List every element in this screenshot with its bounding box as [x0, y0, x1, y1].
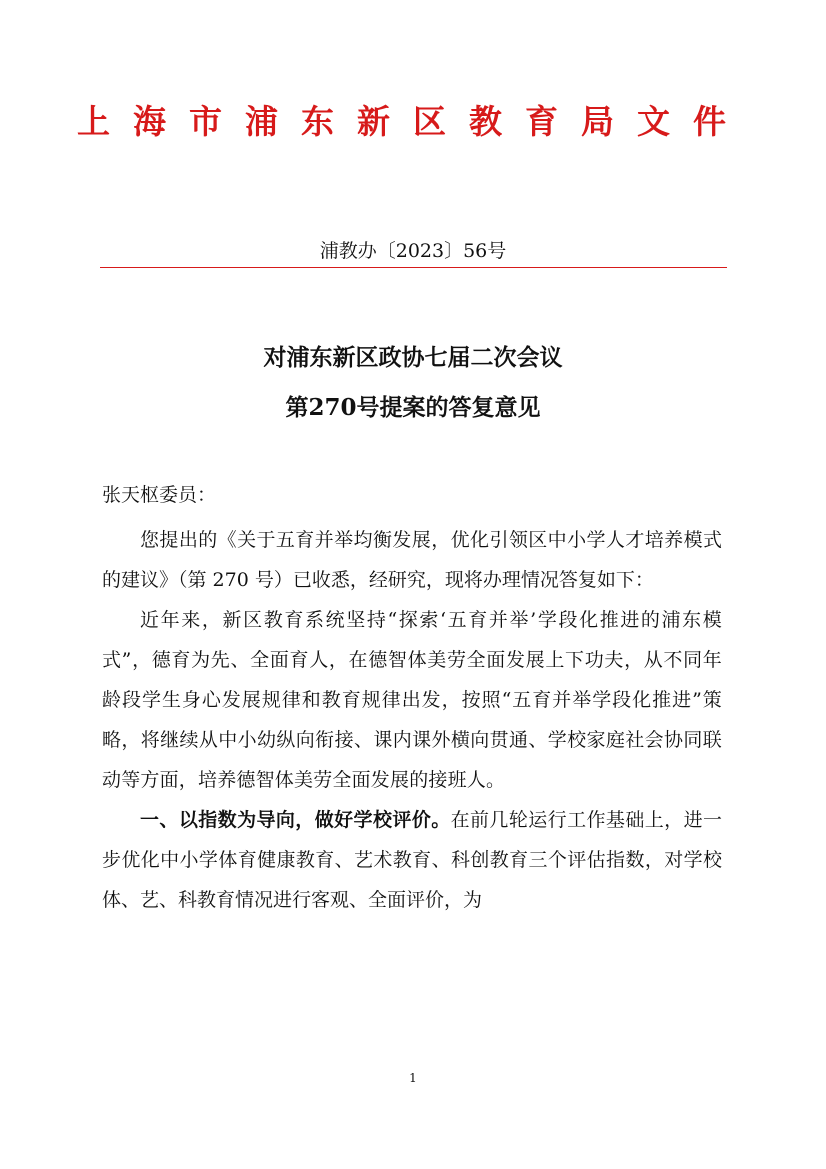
- document-title-line-2: 第270号提案的答复意见: [285, 394, 541, 421]
- section-one-heading: 一、以指数为导向，做好学校评价。: [140, 809, 451, 831]
- salutation: 张天枢委员：: [102, 484, 217, 506]
- page-number: 1: [409, 1071, 417, 1085]
- red-divider-line: [100, 267, 727, 268]
- paragraph-section-one: [102, 800, 722, 920]
- document-number: 浦教办〔2023〕56号: [319, 240, 507, 262]
- document-title-line-1: 对浦东新区政协七届二次会议: [263, 344, 563, 371]
- paragraph-overview: 近年来，新区教育系统坚持“探索‘五育并举’学段化推进的浦东模式”，德育为先、全面育人，在德智体美劳全面发展上下功夫，从不同年龄段学生身心发展规律和教育规律出发，按照“五育并举学段化推进”策略，将继续从中小幼纵向衔接、课内课外横向贯通、学校家庭社会协同联动等方面，培养德智体美劳全面发展的接班人。: [102, 609, 722, 791]
- body-text: [102, 520, 722, 920]
- paragraph-acknowledgement: 您提出的《关于五育并举均衡发展，优化引领区中小学人才培养模式的建议》（第 270 号）已收悉，经研究，现将办理情况答复如下：: [102, 529, 722, 591]
- section-one-text: 在前几轮运行工作基础上，进一步优化中小学体育健康教育、艺术教育、科创教育三个评估指数，对学校体、艺、科教育情况进行客观、全面评价，为: [102, 809, 722, 911]
- document-masthead: 上海市浦东新区教育局文件: [77, 102, 749, 141]
